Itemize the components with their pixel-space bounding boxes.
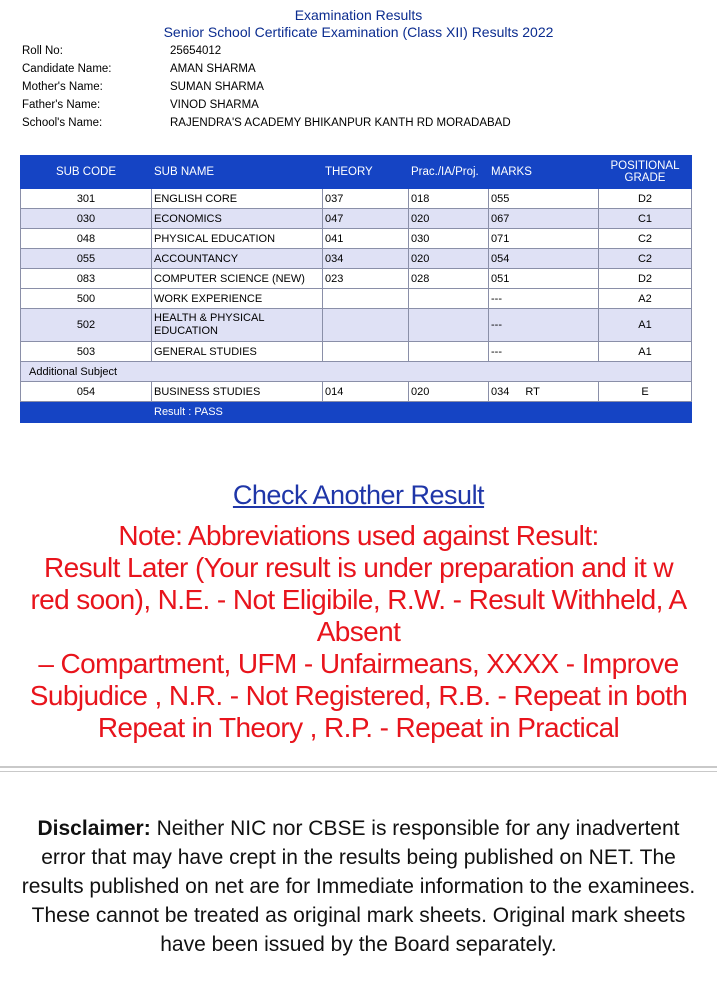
disclaimer-text: Neither NIC nor CBSE is responsible for any inadvertent error that may have crept in the results being published on NET. The results published on net are for Immediate information to the examinees. These cannot be treated as original mark sheets. Original mark sheets have been issued by the Board separately. <box>21 817 696 956</box>
grade-cell: D2 <box>599 189 692 209</box>
additional-subject-label: Additional Subject <box>21 362 692 382</box>
header-practical: Prac./IA/Proj. <box>409 156 489 189</box>
divider <box>0 771 717 772</box>
sub-name-cell: COMPUTER SCIENCE (NEW) <box>152 269 323 289</box>
note-line: red soon), N.E. - Not Eligibile, R.W. - Result Withheld, A <box>30 584 687 615</box>
note-line: Result Later (Your result is under preparation and it w <box>44 552 673 583</box>
table-row <box>21 382 692 402</box>
marks-cell: 051 <box>489 269 599 289</box>
marks-flag: RT <box>525 385 540 398</box>
father-name-row <box>22 96 511 114</box>
grade-cell: A1 <box>599 342 692 362</box>
check-another-result-link[interactable]: Check Another Result <box>232 480 485 510</box>
practical-cell: 028 <box>409 269 489 289</box>
mother-name-label: Mother's Name: <box>22 81 103 93</box>
theory-cell <box>323 309 409 342</box>
grade-cell: C2 <box>599 229 692 249</box>
sub-name-cell: ACCOUNTANCY <box>152 249 323 269</box>
school-name-value: RAJENDRA'S ACADEMY BHIKANPUR KANTH RD MORADABAD <box>170 117 511 129</box>
table-row <box>21 229 692 249</box>
practical-cell: 018 <box>409 189 489 209</box>
grade-cell: A2 <box>599 289 692 309</box>
sub-code-cell: 055 <box>21 249 152 269</box>
practical-cell: 020 <box>409 209 489 229</box>
grade-cell: C1 <box>599 209 692 229</box>
candidate-name-row <box>22 60 511 78</box>
practical-cell: 030 <box>409 229 489 249</box>
marks-cell: --- <box>489 289 599 309</box>
result-row <box>21 402 692 423</box>
sub-code-cell: 500 <box>21 289 152 309</box>
sub-name-cell: PHYSICAL EDUCATION <box>152 229 323 249</box>
roll-no-value: 25654012 <box>170 45 222 57</box>
theory-cell: 047 <box>323 209 409 229</box>
theory-cell: 041 <box>323 229 409 249</box>
mother-name-value: SUMAN SHARMA <box>170 81 264 93</box>
result-blank-cell <box>21 402 152 423</box>
marks-cell <box>489 382 599 402</box>
note-line: Note: Abbreviations used against Result: <box>118 520 599 551</box>
theory-cell: 034 <box>323 249 409 269</box>
sub-code-cell: 030 <box>21 209 152 229</box>
table-header-row <box>21 156 692 189</box>
abbreviation-note <box>0 520 717 744</box>
practical-cell: 020 <box>409 249 489 269</box>
theory-cell: 014 <box>323 382 409 402</box>
note-line: – Compartment, UFM - Unfairmeans, XXXX - Improve <box>38 648 679 679</box>
sub-code-cell: 301 <box>21 189 152 209</box>
father-name-label: Father's Name: <box>22 99 101 111</box>
exam-subtitle: Senior School Certificate Examination (Class XII) Results 2022 <box>163 24 554 40</box>
table-row <box>21 309 692 342</box>
grade-cell: C2 <box>599 249 692 269</box>
disclaimer-label: Disclaimer: <box>37 817 151 840</box>
header-theory: THEORY <box>323 156 409 189</box>
roll-no-label: Roll No: <box>22 45 63 57</box>
theory-cell <box>323 289 409 309</box>
marks-cell: 055 <box>489 189 599 209</box>
note-line: Subjudice , N.R. - Not Registered, R.B. - Repeat in both <box>29 680 688 711</box>
theory-cell: 037 <box>323 189 409 209</box>
note-line: Absent <box>316 616 401 647</box>
sub-name-cell: ENGLISH CORE <box>152 189 323 209</box>
grade-cell: A1 <box>599 309 692 342</box>
candidate-name-label: Candidate Name: <box>22 63 112 75</box>
header-positional-grade: POSITIONAL GRADE <box>599 156 692 189</box>
table-row <box>21 289 692 309</box>
practical-cell: 020 <box>409 382 489 402</box>
header-sub-code: SUB CODE <box>21 156 152 189</box>
header-marks: MARKS <box>489 156 599 189</box>
sub-name-cell: WORK EXPERIENCE <box>152 289 323 309</box>
table-row <box>21 209 692 229</box>
roll-no-row <box>22 42 511 60</box>
grade-cell: E <box>599 382 692 402</box>
result-status: Result : PASS <box>152 402 692 423</box>
theory-cell: 023 <box>323 269 409 289</box>
table-row <box>21 269 692 289</box>
mother-name-row <box>22 78 511 96</box>
marks-cell: --- <box>489 342 599 362</box>
sub-code-cell: 048 <box>21 229 152 249</box>
candidate-info <box>22 42 511 132</box>
sub-code-cell: 502 <box>21 309 152 342</box>
sub-name-cell: HEALTH & PHYSICAL EDUCATION <box>152 309 323 342</box>
page-title: Examination Results <box>294 7 423 23</box>
practical-cell <box>409 309 489 342</box>
header-sub-name: SUB NAME <box>152 156 323 189</box>
grade-cell: D2 <box>599 269 692 289</box>
practical-cell <box>409 342 489 362</box>
table-row <box>21 249 692 269</box>
divider <box>0 766 717 768</box>
marks-cell: --- <box>489 309 599 342</box>
table-row <box>21 342 692 362</box>
marks-value: 034 <box>491 385 510 398</box>
sub-code-cell: 503 <box>21 342 152 362</box>
sub-name-cell: GENERAL STUDIES <box>152 342 323 362</box>
marks-cell: 071 <box>489 229 599 249</box>
table-row <box>21 189 692 209</box>
marks-cell: 054 <box>489 249 599 269</box>
sub-code-cell: 054 <box>21 382 152 402</box>
practical-cell <box>409 289 489 309</box>
disclaimer <box>20 814 697 959</box>
marks-cell: 067 <box>489 209 599 229</box>
results-table <box>20 155 692 423</box>
check-another-result <box>0 480 717 511</box>
additional-subject-row <box>21 362 692 382</box>
theory-cell <box>323 342 409 362</box>
note-line: Repeat in Theory , R.P. - Repeat in Practical <box>97 712 620 743</box>
school-name-row <box>22 114 511 132</box>
sub-name-cell: ECONOMICS <box>152 209 323 229</box>
sub-code-cell: 083 <box>21 269 152 289</box>
candidate-name-value: AMAN SHARMA <box>170 63 256 75</box>
sub-name-cell: BUSINESS STUDIES <box>152 382 323 402</box>
school-name-label: School's Name: <box>22 117 103 129</box>
father-name-value: VINOD SHARMA <box>170 99 259 111</box>
